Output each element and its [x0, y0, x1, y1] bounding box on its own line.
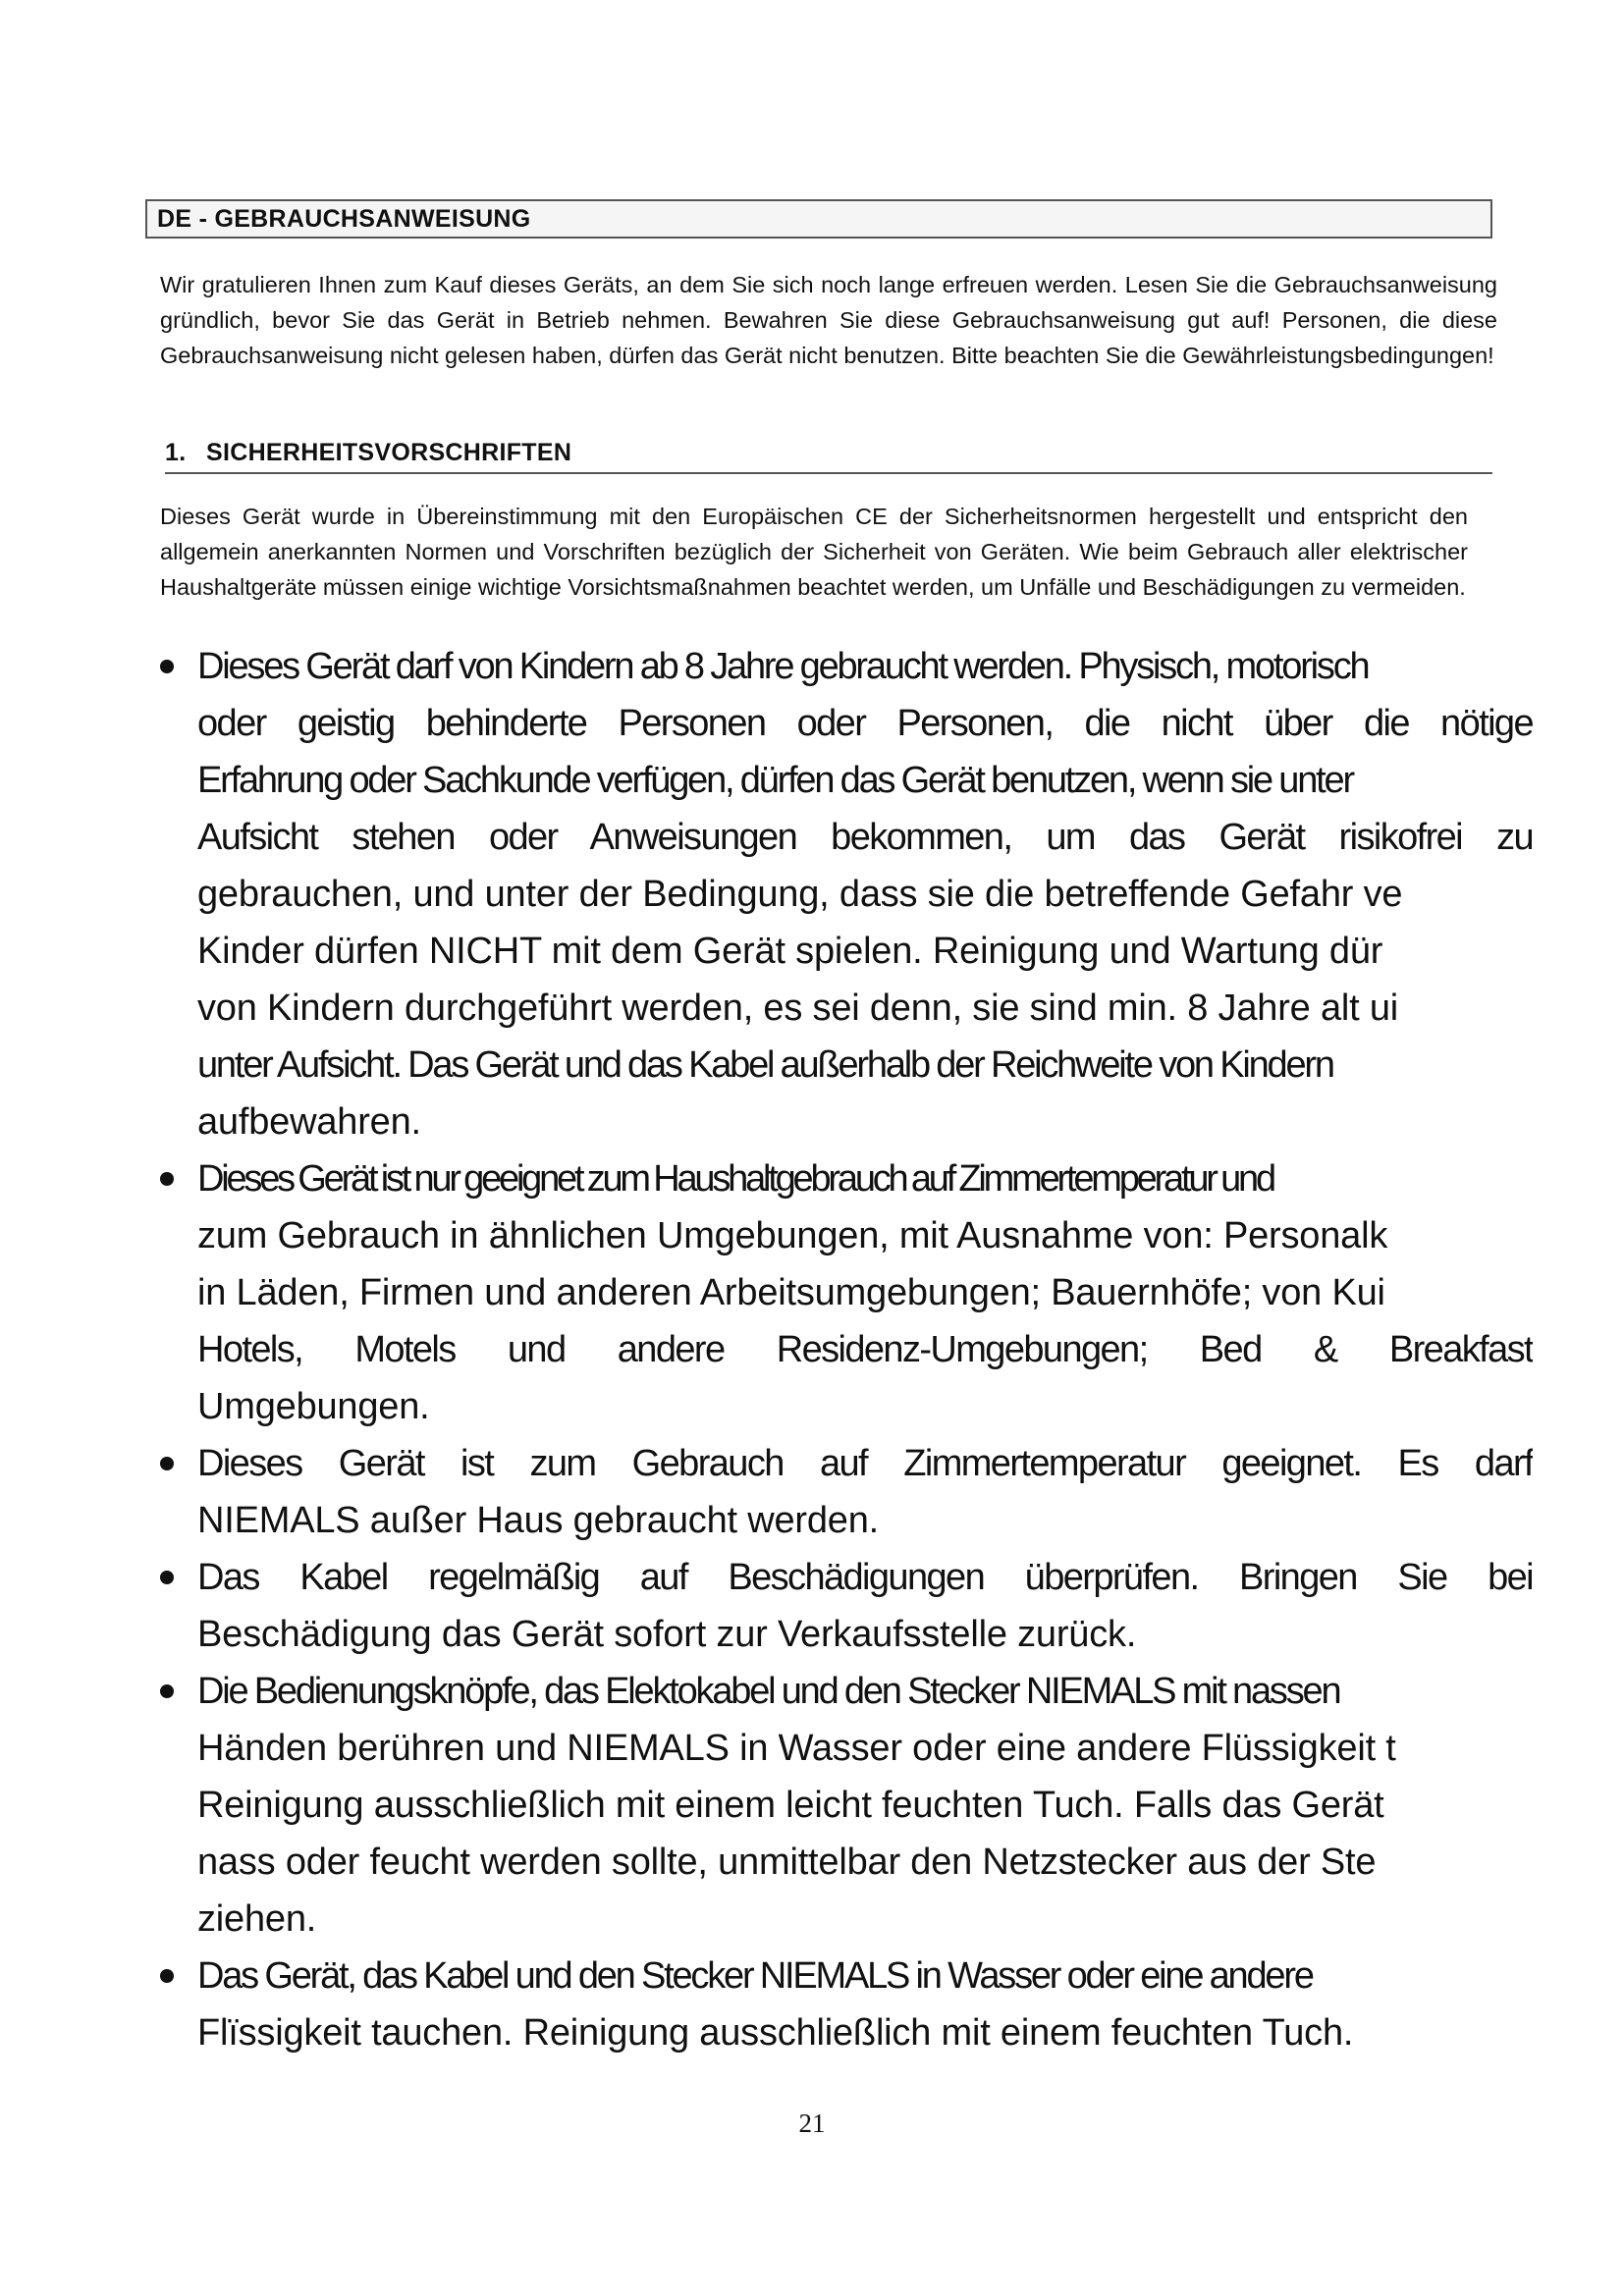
rule-line: gebrauchen, und unter der Bedingung, dass sie die betreffende Gefahr ve [197, 874, 1403, 915]
rule-line: Das Gerät, das Kabel und den Stecker NIEMALS in Wasser oder eine andere [197, 1955, 1313, 1997]
rule-line: Hotels, Motels und andere Residenz-Umgebungen; Bed & Breakfast [197, 1329, 1533, 1370]
document-header: DE - GEBRAUCHSANWEISUNG [145, 199, 1492, 239]
bullet-icon [160, 1457, 174, 1470]
rule-line: unter Aufsicht. Das Gerät und das Kabel außerhalb der Reichweite von Kindern [197, 1044, 1333, 1086]
rule-line: Dieses Gerät darf von Kindern ab 8 Jahre gebraucht werden. Physisch, motorisch [197, 646, 1369, 687]
rule-line: Die Bedienungsknöpfe, das Elektokabel und den Stecker NIEMALS mit nassen [197, 1671, 1340, 1712]
rule-line: nass oder feucht werden sollte, unmittelbar den Netzstecker aus der Ste [197, 1842, 1377, 1883]
rule-line: Das Kabel regelmäßig auf Beschädigungen überprüfen. Bringen Sie bei [197, 1557, 1533, 1598]
page-number: 21 [798, 2109, 826, 2138]
rule-line: Flïssigkeit tauchen. Reinigung ausschließlich mit einem feuchten Tuch. [197, 2012, 1354, 2054]
bullet-icon [160, 1969, 174, 1983]
safety-intro-paragraph: Dieses Gerät wurde in Übereinstimmung mit den Europäischen CE der Sicherheitsnormen hergestellt und entspricht den allgemein anerkannten Normen und Vorschriften bezüglich der Sicherheit von Geräten. Wie beim Gebrauch aller elektrischer Haushaltgeräte müssen einige wichtige Vorsichtsmaßnahmen beachtet werden, um Unfälle und Beschädigungen zu vermeiden. [160, 504, 1468, 600]
rule-line: in Läden, Firmen und anderen Arbeitsumgebungen; Bauernhöfe; von Kui [197, 1272, 1385, 1313]
rule-line: Dieses Gerät ist nur geeignet zum Haushaltgebrauch auf Zimmertemperatur und [197, 1158, 1273, 1200]
rule-line: Reinigung ausschließlich mit einem leicht feuchten Tuch. Falls das Gerät [197, 1785, 1384, 1826]
section-title: SICHERHEITSVORSCHRIFTEN [206, 439, 572, 466]
safety-rule-cable-check [152, 1549, 1605, 1663]
safety-rule-household-use [152, 1150, 1605, 1435]
bullet-icon [160, 1571, 174, 1584]
safety-rules-list [152, 638, 1605, 2061]
rule-line: Aufsicht stehen oder Anweisungen bekommen, um das Gerät risikofrei zu [197, 817, 1533, 858]
rule-line: NIEMALS außer Haus gebraucht werden. [197, 1500, 880, 1541]
rule-line: zum Gebrauch in ähnlichen Umgebungen, mit Ausnahme von: Personalk [197, 1215, 1388, 1256]
safety-rule-children [152, 638, 1605, 1150]
bullet-icon [160, 1684, 174, 1698]
section-heading [165, 435, 1492, 474]
rule-line: Beschädigung das Gerät sofort zur Verkaufsstelle zurück. [197, 1614, 1137, 1655]
rule-line: Umgebungen. [197, 1386, 430, 1427]
rule-line: ziehen. [197, 1898, 317, 1940]
safety-rule-no-immersion [152, 1948, 1605, 2061]
rule-line: Erfahrung oder Sachkunde verfügen, dürfen das Gerät benutzen, wenn sie unter [197, 760, 1353, 801]
safety-rule-wet-hands [152, 1663, 1605, 1948]
safety-rule-room-temperature [152, 1435, 1605, 1549]
intro-paragraph: Wir gratulieren Ihnen zum Kauf dieses Geräts, an dem Sie sich noch lange erfreuen werden. Lesen Sie die Gebrauchsanweisung gründlich, bevor Sie das Gerät in Betrieb nehmen. Bewahren Sie diese Gebrauchsanweisung gut auf! Personen, die diese Gebrauchsanweisung nicht gelesen haben, dürfen das Gerät nicht benutzen. Bitte beachten Sie die Gewährleistungsbedingungen! [160, 272, 1497, 368]
bullet-icon [160, 660, 174, 673]
rule-line: von Kindern durchgeführt werden, es sei denn, sie sind min. 8 Jahre alt ui [197, 988, 1399, 1029]
rule-line: oder geistig behinderte Personen oder Personen, die nicht über die nötige [197, 703, 1533, 744]
section-number: 1. [165, 439, 187, 466]
bullet-icon [160, 1172, 174, 1186]
rule-line: Dieses Gerät ist zum Gebrauch auf Zimmertemperatur geeignet. Es darf [197, 1443, 1533, 1484]
rule-line: aufbewahren. [197, 1101, 421, 1143]
rule-line: Kinder dürfen NICHT mit dem Gerät spielen. Reinigung und Wartung dür [197, 931, 1383, 972]
rule-line: Händen berühren und NIEMALS in Wasser oder eine andere Flüssigkeit t [197, 1728, 1396, 1769]
